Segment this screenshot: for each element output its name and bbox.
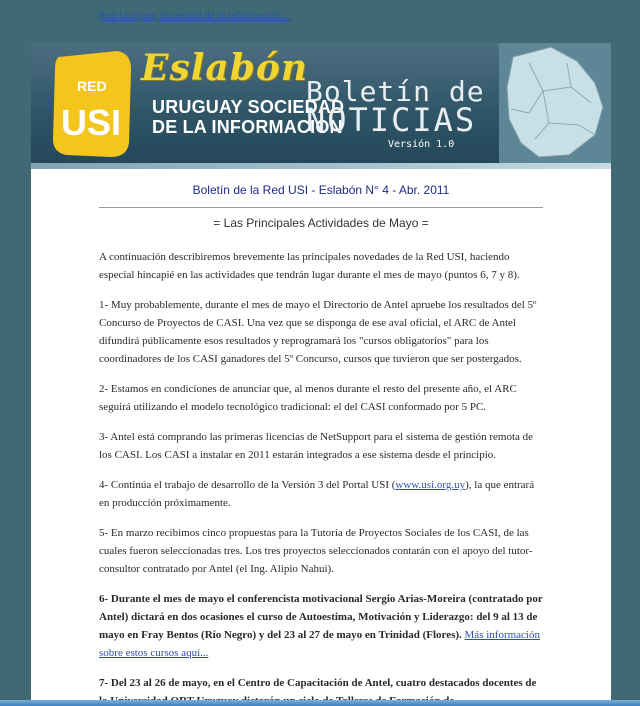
bulletin-title: Boletín de la Red USI - Eslabón N° 4 - Abr. 2011 bbox=[99, 183, 543, 208]
news-item-7: 7- Del 23 al 26 de mayo, en el Centro de Capacitación de Antel, cuatro destacados docentes de bbox=[99, 677, 537, 689]
news-item-1: 1- Muy probablemente, durante el mes de mayo el Directorio de Antel apruebe los resultados del 5º Concurso de Proyectos de CASI. Una vez que se disponga de ese aval oficial, el ARC de Antel difundirá públicamente esos resultados y reprogramará los "cursos obligatorios" para los coordinadores de los CASI ganadores del 5º Concurso, cursos que tuvieron que ser postergados. bbox=[99, 299, 537, 365]
news-item-4-text-before: 4- Continúa el trabajo de desarrollo de la Versión 3 del Portal USI ( bbox=[99, 479, 396, 491]
uruguay-map-icon bbox=[499, 43, 611, 163]
news-item-3: 3- Antel está comprando las primeras licencias de NetSupport para el sistema de gestión remota de los CASI. Los CASI a instalar en 2011 estarán integrados a ese sistema desde el principio. bbox=[99, 431, 534, 461]
taskbar-strip bbox=[0, 700, 640, 706]
brand-line-1: URUGUAY SOCIEDAD bbox=[152, 97, 345, 117]
news-item-4 bbox=[99, 476, 543, 512]
intro-paragraph: A continuación describiremos brevemente las principales novedades de la Red USI, haciendo especial hincapié en las actividades que tendrán lugar durante el mes de mayo (puntos 6, 7 y 8). bbox=[99, 251, 520, 281]
newsletter-banner bbox=[31, 43, 611, 163]
portal-usi-link[interactable]: www.usi.org.uy bbox=[395, 479, 466, 491]
more-info-courses-link[interactable]: Más información sobre estos cursos aquí... bbox=[99, 629, 540, 659]
news-item-2: 2- Estamos en condiciones de anunciar que, al menos durante el resto del presente año, el ARC seguirá utilizando el modelo tecnológico tradicional: el del CASI conformado por 5 PC. bbox=[99, 383, 517, 413]
newsletter-body bbox=[99, 183, 543, 706]
newsletter-card bbox=[31, 43, 611, 706]
noticias-heading: NOTICIAS bbox=[306, 101, 477, 139]
banner-divider bbox=[31, 163, 611, 169]
version-label: Versión 1.0 bbox=[388, 139, 455, 150]
brand-title: Eslabón bbox=[141, 47, 309, 89]
brand-line-2: DE LA INFORMACION bbox=[152, 117, 343, 137]
top-link[interactable]: Red Uruguay Sociedad de la Información ... bbox=[98, 11, 292, 22]
news-item-5: 5- En marzo recibimos cinco propuestas para la Tutoría de Proyectos Sociales de los CASI, de las cuales fueron seleccionadas tres. Los tres proyectos seleccionados contarán con el apoyo del tutor-consultor contratado por Antel (el Ing. Alipio Nahui). bbox=[99, 527, 533, 575]
red-usi-logo bbox=[51, 51, 136, 161]
news-item-6-text: 6- Durante el mes de mayo el conferencista motivacional Sergio Arias-Moreira (contratado por Antel) dictará en dos ocasiones el curso de Autoestima, Motivación y Liderazgo: del 9 al 13 de mayo en Fray Bentos (Río Negro) y del 23 al 27 de mayo en Trinidad (Flores). bbox=[99, 593, 543, 641]
boletin-heading: Boletín de bbox=[306, 75, 485, 108]
news-item-4-text-after: ), la que entrará en producción próximamente. bbox=[99, 479, 535, 509]
logo-word-usi: USI bbox=[61, 102, 122, 143]
section-heading: = Las Principales Actividades de Mayo = bbox=[213, 216, 429, 230]
news-item-6 bbox=[99, 590, 543, 662]
logo-word-red: RED bbox=[77, 78, 107, 94]
